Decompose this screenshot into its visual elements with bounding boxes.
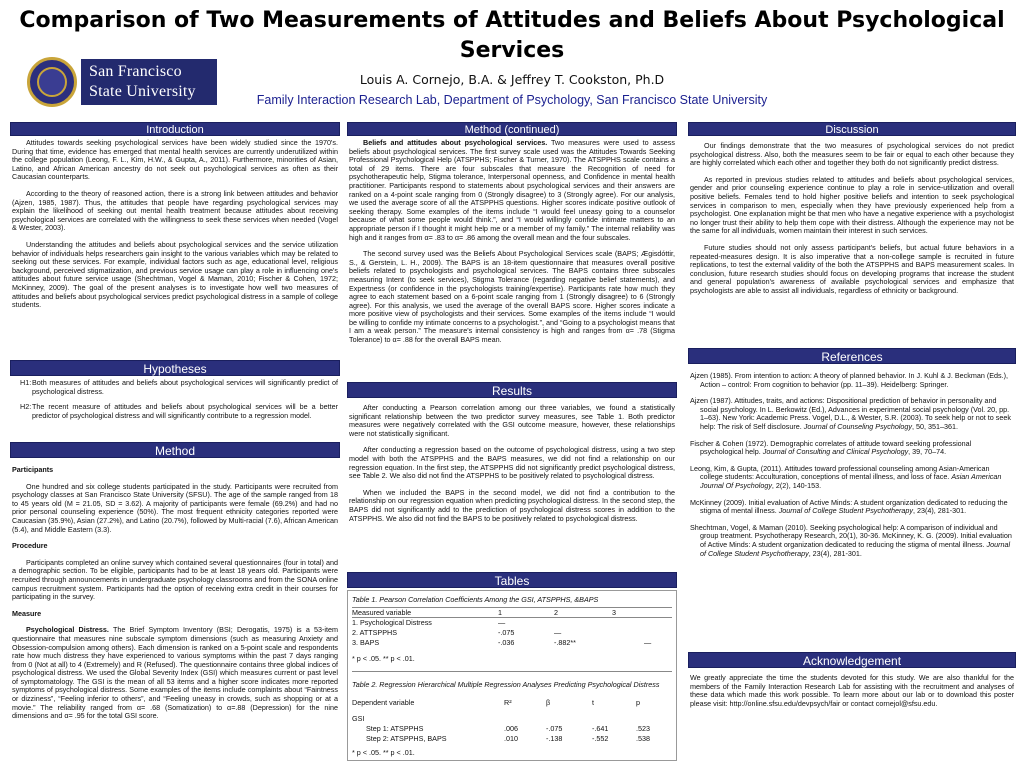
hypothesis-item: H1: Both measures of attitudes and beliefs about psychological services will significantly predict of psychological distress. [20,378,338,396]
authors: Louis A. Cornejo, B.A. & Jeffrey T. Cookston, Ph.D [359,72,665,87]
discussion-paragraph: Our findings demonstrate that the two measures of psychological services do not predict psychological distress. Also, both the measures seem to be fair or equal to each other because they are highly correlated which each other and together they both do not significantly predict distress. [690,141,1014,168]
participants-text: One hundred and six college students participated in the study. Participants were recruited from psychology classes at San Francisco State University (SFSU). The age of the sample ranged from 18 to 45 years old (M = 21.05, SD = 3.62). A majority of participants were female (69.2%) and had no prior personal counseling experience (50%). The most frequent ethnicity categories reported were Caucasian (35.9%), Asian (27.2%), and Latino (20.7%), followed by Multi-racial (7.6), African American (5.4), and Middle Eastern (3.3). [12,481,338,534]
results-paragraph: When we included the BAPS in the second model, we did not find a contribution to the relationship on our regression equation when predicting psychological distress. In the second step, the BAPS did not significantly add to the prediction of psychological distress scores in addition to the ATSPPHS. We also did not find the BAPS to be positively related to psychological distress. [349,487,675,523]
second-survey-text: The second survey used was the Beliefs About Psychological Services scale (BAPS; Ægisdóttir, S., & Gerstein, L. H., 2009). The BAPS is an 18-item questionnaire that measures overall positive beliefs related to psychologists and psychological services. The BAPS contains three subscales measuring Intent (to seek services), Stigma Tolerance (regarding negative belief statements), and Expertness (or confidence in the psychologists training/expertise). Participants rate how much they agree to each statement based on a 6-point scale ranging from 1 (Strongly disagree) to 6 (Strongly agree). For this analysis, we used the average of the overall BAPS score. Higher scores indicate a more positive view of psychologists and their services. Some examples of the items include “I would be willing to confide my intimate concerns to a psychologist.”, and “Going to a psychologist means that I am a weak person.” The measure's internal consistency is high and ranges from α= .78 (Stigma Tolerance) to α= .88 for the overall BAPS mean. [349,249,675,345]
participants-label: Participants [12,465,54,474]
introduction-heading: Introduction [10,122,340,136]
table-row: 3. BAPS -.036 -.882** — [352,638,652,647]
references-body [688,364,1016,652]
discussion-paragraph: Future studies should not only assess participant's beliefs, but actual future behaviors in a repeated-measures design. It is also imperative that a non-college sample is recruited in future replications, to test the external validity of the both the ATSPPHS and BAPS measurement scales. In conclusion, future research studies should focus on developing programs that increase the student and general population's awareness of available psychological services and emphasize that psychologists are able to assist all individuals, regardless of ethnicity or background. [690,242,1014,295]
results-body [347,398,677,572]
acknowledgement-body [688,668,1016,719]
method-body [10,458,340,732]
hypotheses-body [10,376,340,432]
method-continued-body [347,136,677,382]
table2-group: GSI [352,714,365,723]
references-heading: References [688,348,1016,364]
table1-note: * p < .05. ** p < .01. [352,654,415,663]
discussion-heading: Discussion [688,122,1016,136]
table1-caption: Table 1. Pearson Correlation Coefficients Among the GSI, ATSPPHS, &BAPS [352,593,672,608]
acknowledgement-heading: Acknowledgement [688,652,1016,668]
distress-text: Psychological Distress. The Brief Symptom Inventory (BSI; Derogatis, 1975) is a 53-item questionnaire that measures nine subscale symptom dimensions (such as measuring Anxiety and Obsession-compulsion among others). Each dimension is ranked on a 5-point scale and respondents rate how much distress they have experienced to various symptoms within the past 7 days ranging from 0 (Not at all) to 4 (Extremely) and R (Refused). The questionnaire contains three global indices of psychological distress. We used the Global Severity Index (GSI) which measures current or past level of symptomatology. The GSI is the mean of all 53 items and a higher score indicates more reported symptoms of psychological distress. Some examples of the items include complaints about “Faintness or dizziness”, “Feeling inferior to others”, and “Feeling uneasy in crowds, such as shopping or at a movie.” The reliability ranged from α= .68 (Somatization) to α=.88 (Depression) for the nine dimensions and α= .95 for the total GSI score. [12,625,338,721]
poster-title: Comparison of Two Measurements of Attitudes and Beliefs About Psychological Services [19,8,1005,63]
discussion-paragraph: As reported in previous studies related to attitudes and beliefs about psychological services, gender and prior counseling experience continue to play a role in service-utilization and overall positive beliefs. Females tend to hold higher positive beliefs and intention to seek psychological services in comparison to men, especially when they have previously experienced help from a psychologist. One explanation might be that men who have a negative experience with a psychologist no longer trust their ability to help them cope with their distress. Although the experience may not be the same for all individuals, women maintain their interest in such services. [690,174,1014,236]
reference-item: Leong, Kim, & Gupta, (2011). Attitudes toward professional counseling among Asian-American college students: Acculturation, conceptions of mental illness, and loss of face. Asian American Journal Of Psychology, 2(2), 140-153. [690,463,1002,490]
column-left [10,122,340,732]
table2-header: Dependent variable R² β t p [352,698,640,707]
table-row: Step 2: ATSPPHS, BAPS .010 -.138 -.552 .538 [366,734,650,743]
intro-paragraph: According to the theory of reasoned action, there is a strong link between attitudes and behavior (Ajzen, 1985, 1987). Thus, the attitudes that people have regarding psychological services may explain the likelihood of seeking out mental health treatment because attitudes about receiving psychological services are correlated with the willingness to seek these services when needed (Vogel & Wester, 2003). [12,188,338,233]
introduction-body [10,136,340,336]
reference-item: Shechtman, Vogel, & Maman (2010). Seeking psychological help: A comparison of individual and group treatment. Psychotherapy Research, 20(1), 30-36. McKinney, K. G. (2009). Initial evaluation of Active Minds: A student organization dedicated to reducing the stigma of mental illness. Journal of College Student Psychotherapy, 23(4), 281-301. [690,522,1012,558]
tables-body [347,590,677,761]
table1-header: Measured variable 1 2 3 [352,608,672,618]
intro-paragraph: Understanding the attitudes and beliefs about psychological services and the service utilization behavior of individuals helps researchers gain insight to the various variables which may be related to seeking out these services. For example, individual factors such as age, educational level, religious background, perceived stigmatization, and previous service usage can play a role in influencing one's attitudes about future service usage (Shechtman, Vogel & Maman, 2010; Fischer & Cohen, 1972; McKinney, 2009). The goal of the present analyses is to investigate how well two measures of attitudes and beliefs about psychological services predict psychological distress in a sample of college students. [12,239,338,310]
table-row: 2. ATTSPPHS -.075 — [352,628,562,637]
table2-note: * p < .05. ** p < .01. [352,748,415,757]
method-continued-heading: Method (continued) [347,122,677,136]
hypothesis-item: H2: The recent measure of attitudes and beliefs about psychological services will be a better predictor of psychological distress and will significantly contribute to a regression model. [20,402,338,420]
measure-label: Measure [12,608,42,618]
table2-caption: Table 2. Regression Hierarchical Multiple Regression Analyses Predicting Psychological Distress [352,680,660,689]
lab-affiliation: Family Interaction Research Lab, Department of Psychology, San Francisco State University [256,93,768,107]
intro-paragraph: Attitudes towards seeking psychological services have been widely studied since the 1970's. During that time, evidence has emerged that mental health services are currently underutilized within the college population (Leong, F. L., Kim, H.W., & Gupta, A., 2011). Furthermore, minorities of Asian, Latino, and African American ancestry do not seek out psychological services as often as their Caucasian counterparts. [12,138,338,182]
hypotheses-heading: Hypotheses [10,360,340,376]
procedure-text: Participants completed an online survey which contained several questionnaires (four in total) and a demographic section. To be eligible, participants had to be at least 18 years old. Participants were recruited through announcements in undergraduate psychology classrooms and from the SONA online campus recruitment system. Participants had the option of receiving extra credit in their courses for participating in the survey. [12,557,338,602]
results-heading: Results [347,382,677,398]
table-row: Step 1: ATSPPHS .006 -.075 -.641 .523 [366,724,650,733]
reference-item: Ajzen (1987). Attitudes, traits, and actions: Dispositional prediction of behavior in personality and social psychology. In L. Berkowitz (Ed.), Advances in experimental social psychology (Vol. 20, pp. 1–63). New York: Academic Press. Vogel, D.L., & Wester, S.R. (2003). To seek help or not to seek help: The risk of Self disclosure. Journal of Counseling Psychology, 50, 351–361. [690,396,1011,431]
reference-item: Ajzen (1985). From intention to action: A theory of planned behavior. In J. Kuhl & J. Beckman (Eds.), Action – control: From cognition to behavior (pp. 11–39). Heidelberg: Springer. [690,371,1009,389]
column-right [688,122,1016,719]
procedure-label: Procedure [12,541,48,551]
method-heading: Method [10,442,340,458]
beliefs-text: Beliefs and attitudes about psychological services. Two measures were used to assess beliefs about psychological services. The first survey scale used was the Attitudes Towards Seeking Professional Psychological Help (ATSPPHS; Fischer & Turner, 1970). The ATSPPHS scale contains a total of 29 items. There are four subscales that measure the Recognition of need for psychotherapeutic help, Stigma tolerance, Interpersonal openness, and Confidence in mental health practitioner. Participants respond to statements about psychological services and their answers are ranked on a 4-point scale ranging from 0 (Strongly disagree) to 3 (Strongly agree). For our analysis, we used the average score of all the ATSPPHS questions. Higher scores indicate positive outlook of seeking therapy. Some examples of the items include “I would feel uneasy going to a counselor because of what some people would think.”, and “I would willingly confide intimate matters to an appropriate person if I thought it might help me or a member of my family.” The internal reliability was high and it ranges from α= .83 to α= .86 among the overall mean and the four subscales. [349,138,675,242]
results-paragraph: After conducting a regression based on the outcome of psychological distress, using a two step model with both the ATSPPHS and the BAPS measures, we did not find a relationship on our regression equation. In the first step, the ATSPPHS did not significantly predict psychological distress, see Table 2. We also did not find the ATSPPHS to be positively related to psychological distress. [349,445,675,481]
acknowledgement-text: We greatly appreciate the time the students devoted for this study. We are also thankful for the members of the Family Interaction Research Lab for assisting with the recruitment and analyses of these data which made this work possible. To learn more about our lab or to download this poster please visit: http://online.sfsu.edu/devpsych/fair or contact cornejol@sfsu.edu. [690,673,1014,708]
discussion-body [688,136,1016,348]
tables-heading: Tables [347,572,677,588]
column-middle [347,122,677,761]
results-paragraph: After conducting a Pearson correlation among our three variables, we found a statistically significant relationship between the two predictor survey measures, see Table 1. Both predictor measures were negatively correlated with the GSI outcome measure, however, these relationships were not statistically significant. [349,403,675,438]
table-row: 1. Psychological Distress — [352,618,506,627]
reference-item: McKinney (2009). Initial evaluation of Active Minds: A student organization dedicated to reducing the stigma of mental illness. Journal of College Student Psychotherapy, 23(4), 281-301. [690,497,1008,516]
reference-item: Fischer & Cohen (1972). Demographic correlates of attitude toward seeking professional psychological help. Journal of Consulting and Clinical Psychology, 39, 70–74. [690,438,972,457]
logo-wordmark: San Francisco State University [81,59,217,105]
